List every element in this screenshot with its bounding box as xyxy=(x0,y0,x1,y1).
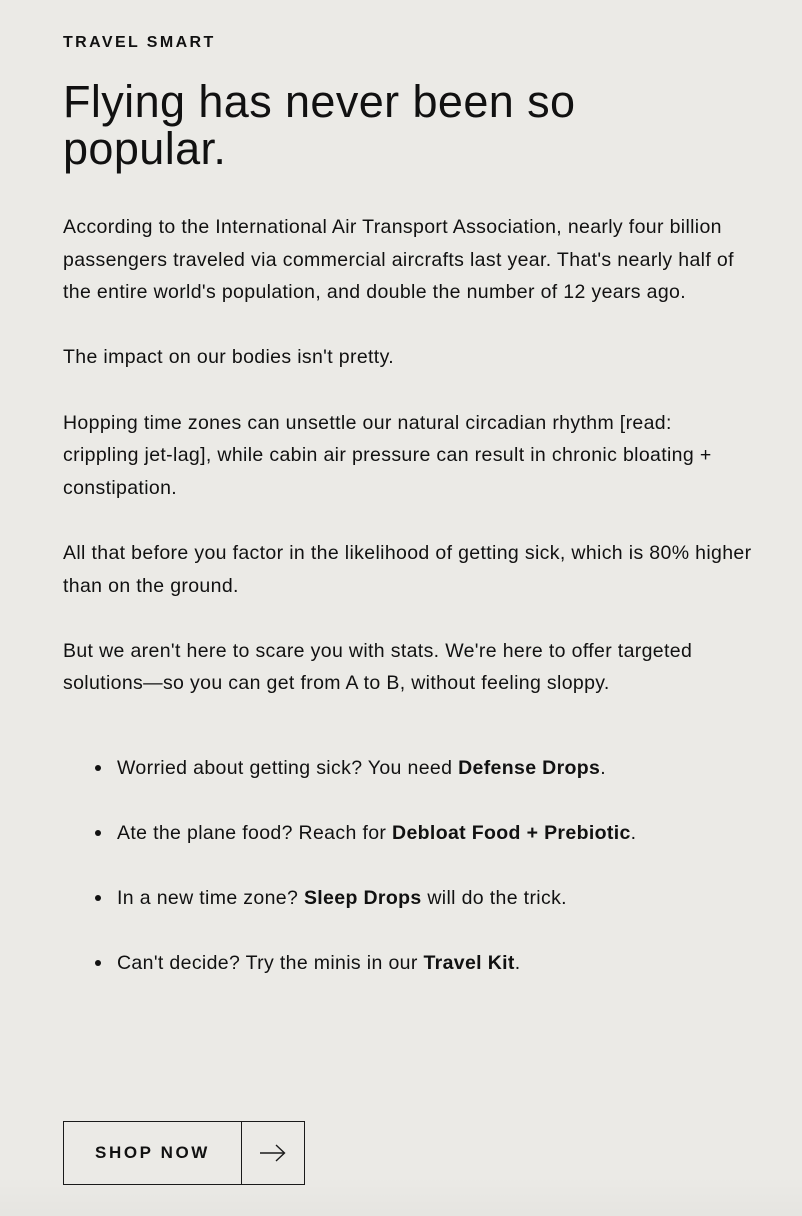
tip-text: Ate the plane food? Reach for xyxy=(117,822,393,845)
list-item xyxy=(95,752,762,785)
paragraph-time-zones: Hopping time zones can unsettle our natural circadian rhythm [read: crippling jet-lag], while cabin air pressure can result in chronic bloating + constipation. xyxy=(63,411,712,499)
arrow-right-icon xyxy=(242,1122,304,1184)
list-item xyxy=(95,947,762,980)
article-body xyxy=(63,211,753,700)
tips-list xyxy=(63,752,762,980)
section-eyebrow: TRAVEL SMART xyxy=(63,34,216,51)
shop-now-label: SHOP NOW xyxy=(64,1122,242,1184)
bullet-icon xyxy=(95,765,101,771)
paragraph-impact: The impact on our bodies isn't pretty. xyxy=(63,346,394,369)
tip-text: In a new time zone? xyxy=(117,887,304,910)
paragraph-sickness: All that before you factor in the likelihood of getting sick, which is 80% higher than on the ground. xyxy=(63,541,752,597)
tip-suffix: . xyxy=(600,756,607,779)
arrow-right-icon-graphic xyxy=(259,1143,287,1163)
tip-suffix: will do the trick. xyxy=(421,887,567,910)
paragraph-iata-stats: According to the International Air Transport Association, nearly four billion passengers traveled via commercial aircrafts last year. That's nearly half of the entire world's population, and double the number of 12 years ago. xyxy=(63,216,734,304)
bullet-icon xyxy=(95,895,101,901)
shop-now-button[interactable] xyxy=(63,1121,305,1185)
product-link-debloat-food[interactable]: Debloat Food + Prebiotic xyxy=(392,822,631,845)
paragraph-solutions: But we aren't here to scare you with stats. We're here to offer targeted solutions—so you can get from A to B, without feeling sloppy. xyxy=(63,639,693,695)
page-title: Flying has never been so popular. xyxy=(63,76,576,174)
tip-text: Worried about getting sick? You need xyxy=(117,756,459,779)
list-item xyxy=(95,817,762,850)
bullet-icon xyxy=(95,960,101,966)
product-link-sleep-drops[interactable]: Sleep Drops xyxy=(303,887,422,910)
tip-suffix: . xyxy=(514,952,521,975)
tip-text: Can't decide? Try the minis in our xyxy=(117,952,424,975)
list-item xyxy=(95,882,762,915)
bullet-icon xyxy=(95,830,101,836)
product-link-defense-drops[interactable]: Defense Drops xyxy=(458,756,601,779)
product-link-travel-kit[interactable]: Travel Kit xyxy=(423,952,515,975)
tip-suffix: . xyxy=(630,822,637,845)
